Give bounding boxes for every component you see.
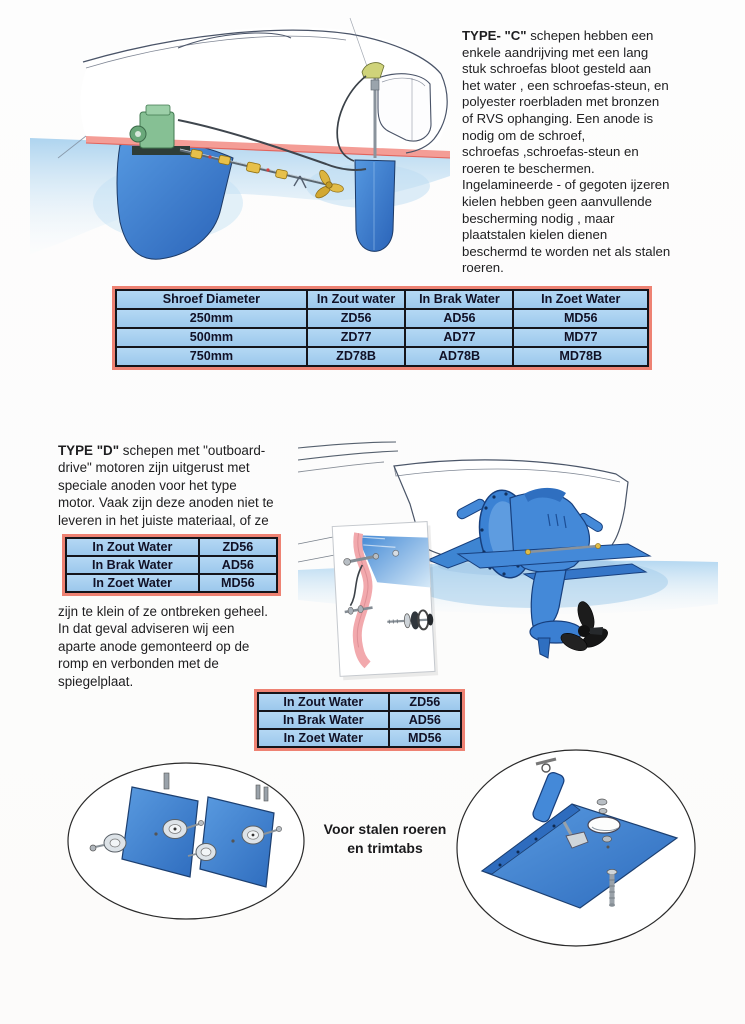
header-zout-water: In Zout water bbox=[308, 291, 407, 308]
shaft-anodes bbox=[190, 149, 287, 179]
bottom-caption bbox=[300, 820, 470, 857]
header-zoet-water: In Zoet Water bbox=[541, 292, 621, 306]
type-c-paragraph: TYPE- "C" schepen hebben een enkele aandrijving met een lang stuk schroefas bloot gesteld aan het water , een schroefas-steun, en polyester roerbladen met bronzen of RVS ophanging. Een anode is nodig om de schroef, schroefas ,schroefas-steun en roeren te beschermen. Ingelamineerde - of gegoten ijzeren kielen hebben geen aanvullende bescherming nodig , maar plaatstalen kielen dienen beschermd te worden net als stalen roeren. bbox=[462, 28, 671, 276]
table-row: In Zout Water ZD56 bbox=[259, 694, 460, 712]
keel-shape bbox=[117, 141, 233, 259]
water-shape bbox=[298, 561, 718, 614]
trimtab-anode-illustration bbox=[452, 746, 710, 956]
table-row: In Brak Water AD56 bbox=[67, 557, 276, 575]
rudder-plate-left bbox=[122, 787, 198, 877]
table-row: In Zoet Water MD56 bbox=[67, 575, 276, 591]
caption-line-1: Voor stalen roeren bbox=[323, 821, 447, 837]
trimtab-plate bbox=[482, 804, 677, 908]
engine bbox=[130, 105, 190, 155]
table-row: 500mm ZD77 AD77 MD77 bbox=[117, 329, 647, 348]
hull-shape bbox=[394, 460, 628, 565]
type-d-continuation-paragraph: zijn te klein of ze ontbreken geheel. In dat geval adviseren wij een aparte anode gemonteerd op de romp en verbonden met de spiegelplaat. bbox=[58, 604, 268, 689]
propeller bbox=[558, 600, 610, 655]
rudder-anodes-illustration bbox=[60, 757, 312, 925]
sterndrive-unit bbox=[428, 487, 650, 658]
table-row: 250mm ZD56 AD56 MD56 bbox=[117, 310, 647, 329]
type-d-lead: TYPE "D" bbox=[58, 443, 120, 458]
header-shroef-diameter: Shroef Diameter bbox=[117, 291, 308, 308]
hull-anode-table bbox=[254, 689, 465, 751]
anode-discs bbox=[90, 820, 282, 861]
type-d-paragraph: TYPE "D" schepen met "outboard- drive" motoren zijn uitgerust met speciale anoden voor het type motor. Vaak zijn deze anoden niet te leveren in het juiste materiaal, of ze bbox=[58, 443, 274, 528]
propeller-diameter-anode-table bbox=[112, 286, 652, 370]
header-brak-water: In Brak Water bbox=[406, 291, 514, 308]
rudder-shape bbox=[355, 160, 395, 251]
bolt-dots bbox=[480, 492, 530, 575]
hull-shape bbox=[80, 27, 448, 154]
water-shape bbox=[30, 138, 450, 254]
oval-frame bbox=[457, 750, 695, 946]
hull-anode-inset bbox=[332, 521, 438, 680]
type-c-shaft-drive-illustration bbox=[28, 8, 453, 280]
cockpit-outline bbox=[378, 74, 431, 141]
rudder-plate-right bbox=[200, 797, 274, 887]
table-header-row bbox=[117, 291, 647, 310]
table-row: 750mm ZD78B AD78B MD78B bbox=[117, 348, 647, 365]
oval-frame bbox=[68, 763, 304, 919]
propeller-shaft bbox=[180, 149, 330, 188]
type-c-lead: TYPE- "C" bbox=[462, 28, 527, 43]
type-d-sterndrive-illustration bbox=[298, 432, 718, 682]
waterline-stripe bbox=[86, 136, 450, 158]
exploded-bolt bbox=[387, 610, 434, 631]
anode-mount-parts bbox=[588, 799, 620, 907]
caption-line-2: en trimtabs bbox=[347, 839, 423, 856]
propeller bbox=[314, 169, 344, 201]
table-row: In Zoet Water MD56 bbox=[259, 730, 460, 746]
steering-quadrant bbox=[362, 63, 384, 78]
table-row: In Zout Water ZD56 bbox=[67, 539, 276, 557]
table-row: In Brak Water AD56 bbox=[259, 712, 460, 730]
hydraulic-actuator bbox=[531, 759, 588, 848]
type-d-anode-table bbox=[62, 534, 281, 596]
